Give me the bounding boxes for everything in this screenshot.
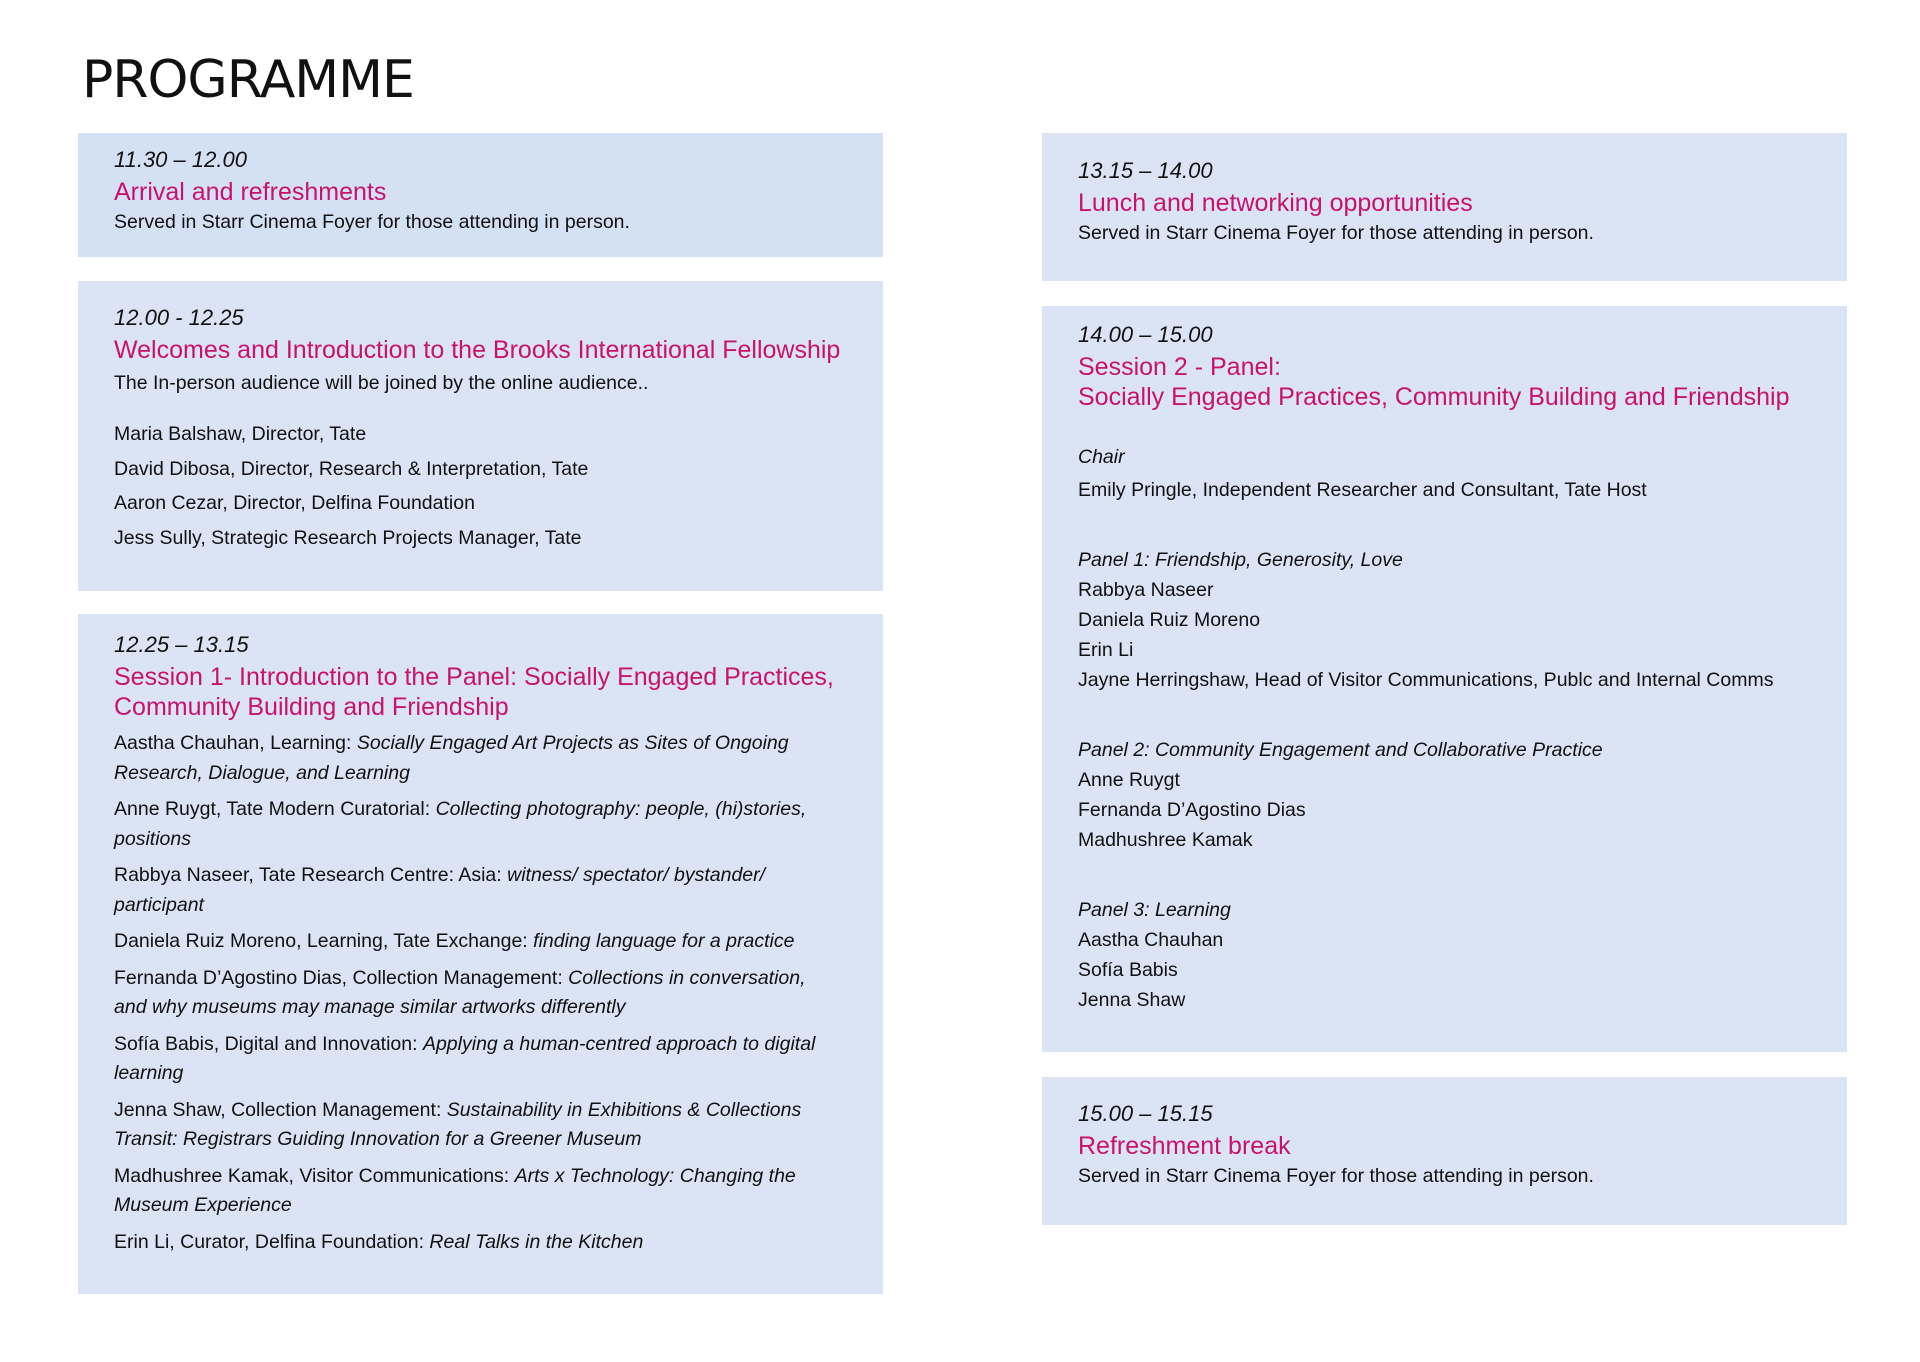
panel-member: Sofía Babis	[1078, 959, 1178, 981]
speaker-item: David Dibosa, Director, Research & Interpretation, Tate	[114, 457, 589, 480]
talk-title: Sustainability in Exhibitions & Collections Transit: Registrars Guiding Innovation for a Greener Museum	[114, 1098, 802, 1150]
session-heading-line: Session 2 - Panel:	[1078, 353, 1281, 381]
session-heading: Lunch and networking opportunities	[1078, 189, 1473, 217]
session-time: 12.25 – 13.15	[114, 632, 249, 657]
chair-group	[1078, 442, 1811, 505]
session-heading-line: Socially Engaged Practices, Community Building and Friendship	[1078, 383, 1790, 411]
welcome-card	[78, 281, 883, 591]
session-heading	[1078, 352, 1811, 412]
talk-title: Applying a human-centred approach to digital learning	[114, 1032, 816, 1084]
talk-speaker: Madhushree Kamak, Visitor Communications:	[114, 1164, 515, 1187]
talk-title: Arts x Technology: Changing the Museum Experience	[114, 1164, 796, 1216]
talk-speaker: Sofía Babis, Digital and Innovation:	[114, 1032, 423, 1055]
session-heading-line: Community Building and Friendship	[114, 693, 509, 721]
session-time: 13.15 – 14.00	[1078, 158, 1213, 183]
speaker-item: Jess Sully, Strategic Research Projects Manager, Tate	[114, 526, 582, 549]
panel-label: Panel 2: Community Engagement and Collaborative Practice	[1078, 739, 1603, 761]
session-description: Served in Starr Cinema Foyer for those attending in person.	[1078, 222, 1594, 244]
talk-title: finding language for a practice	[533, 930, 795, 952]
session1-card	[78, 614, 883, 1294]
session-description: Served in Starr Cinema Foyer for those attending in person.	[1078, 1165, 1594, 1187]
chair-label: Chair	[1078, 446, 1125, 468]
talk-speaker: Fernanda D’Agostino Dias, Collection Management:	[114, 966, 569, 989]
talk-speaker: Daniela Ruiz Moreno, Learning, Tate Exchange:	[114, 930, 534, 952]
talk-item	[114, 1162, 843, 1221]
panel-member: Jenna Shaw	[1078, 989, 1186, 1011]
talk-speaker: Jenna Shaw, Collection Management:	[114, 1098, 447, 1121]
talk-title: witness/ spectator/ bystander/ participant	[114, 864, 766, 916]
panel-label: Panel 3: Learning	[1078, 899, 1231, 921]
panel-label: Panel 1: Friendship, Generosity, Love	[1078, 549, 1403, 571]
talk-list	[114, 729, 843, 1257]
talk-item	[114, 964, 843, 1023]
panel-member: Erin Li	[1078, 639, 1134, 661]
speaker-item: Maria Balshaw, Director, Tate	[114, 423, 367, 445]
panel-group	[1078, 895, 1811, 1015]
session-heading	[114, 662, 843, 722]
panel-member: Rabbya Naseer	[1078, 579, 1214, 601]
session2-card	[1042, 306, 1847, 1052]
session-description: Served in Starr Cinema Foyer for those attending in person.	[114, 211, 630, 233]
talk-speaker: Rabbya Naseer, Tate Research Centre: Asia:	[114, 864, 508, 886]
session-heading: Arrival and refreshments	[114, 178, 387, 206]
talk-item	[114, 1228, 843, 1258]
talk-title: Collections in conversation, and why museums may manage similar artworks differently	[114, 966, 806, 1018]
session-time: 14.00 – 15.00	[1078, 322, 1213, 347]
panel-group	[1078, 545, 1811, 695]
speaker-item: Aaron Cezar, Director, Delfina Foundation	[114, 492, 475, 514]
talk-title: Collecting photography: people, (hi)stories, positions	[114, 798, 807, 850]
talk-title: Socially Engaged Art Projects as Sites of Ongoing Research, Dialogue, and Learning	[114, 732, 789, 784]
talk-item	[114, 729, 843, 788]
session-description: The In-person audience will be joined by the online audience..	[114, 372, 649, 394]
session-heading-line: Session 1- Introduction to the Panel: Socially Engaged Practices,	[114, 663, 834, 691]
break-card	[1042, 1077, 1847, 1225]
chair-name: Emily Pringle, Independent Researcher and Consultant, Tate Host	[1078, 479, 1647, 501]
talk-item	[114, 795, 843, 854]
lunch-card	[1042, 133, 1847, 281]
panel-member: Madhushree Kamak	[1078, 829, 1253, 851]
panel-member: Anne Ruygt	[1078, 769, 1180, 791]
talk-item	[114, 1096, 843, 1155]
arrival-card	[78, 133, 883, 257]
talk-speaker: Anne Ruygt, Tate Modern Curatorial:	[114, 798, 436, 820]
panel-group	[1078, 735, 1811, 855]
panel-member: Aastha Chauhan	[1078, 929, 1224, 951]
panel-member: Fernanda D’Agostino Dias	[1078, 799, 1306, 821]
talk-item	[114, 1030, 843, 1089]
session-time: 11.30 – 12.00	[114, 147, 247, 172]
page-title: PROGRAMME	[82, 50, 414, 110]
session-heading: Refreshment break	[1078, 1132, 1291, 1160]
session-time: 15.00 – 15.15	[1078, 1101, 1213, 1126]
panel-member: Jayne Herringshaw, Head of Visitor Communications, Publc and Internal Comms	[1078, 669, 1774, 691]
session-heading: Welcomes and Introduction to the Brooks International Fellowship	[114, 336, 841, 364]
talk-speaker: Aastha Chauhan, Learning:	[114, 732, 357, 754]
talk-item	[114, 927, 843, 957]
session-time: 12.00 - 12.25	[114, 305, 244, 330]
talk-title: Real Talks in the Kitchen	[429, 1230, 644, 1253]
talk-speaker: Erin Li, Curator, Delfina Foundation:	[114, 1230, 430, 1253]
talk-item	[114, 861, 843, 920]
panel-member: Daniela Ruiz Moreno	[1078, 609, 1261, 631]
